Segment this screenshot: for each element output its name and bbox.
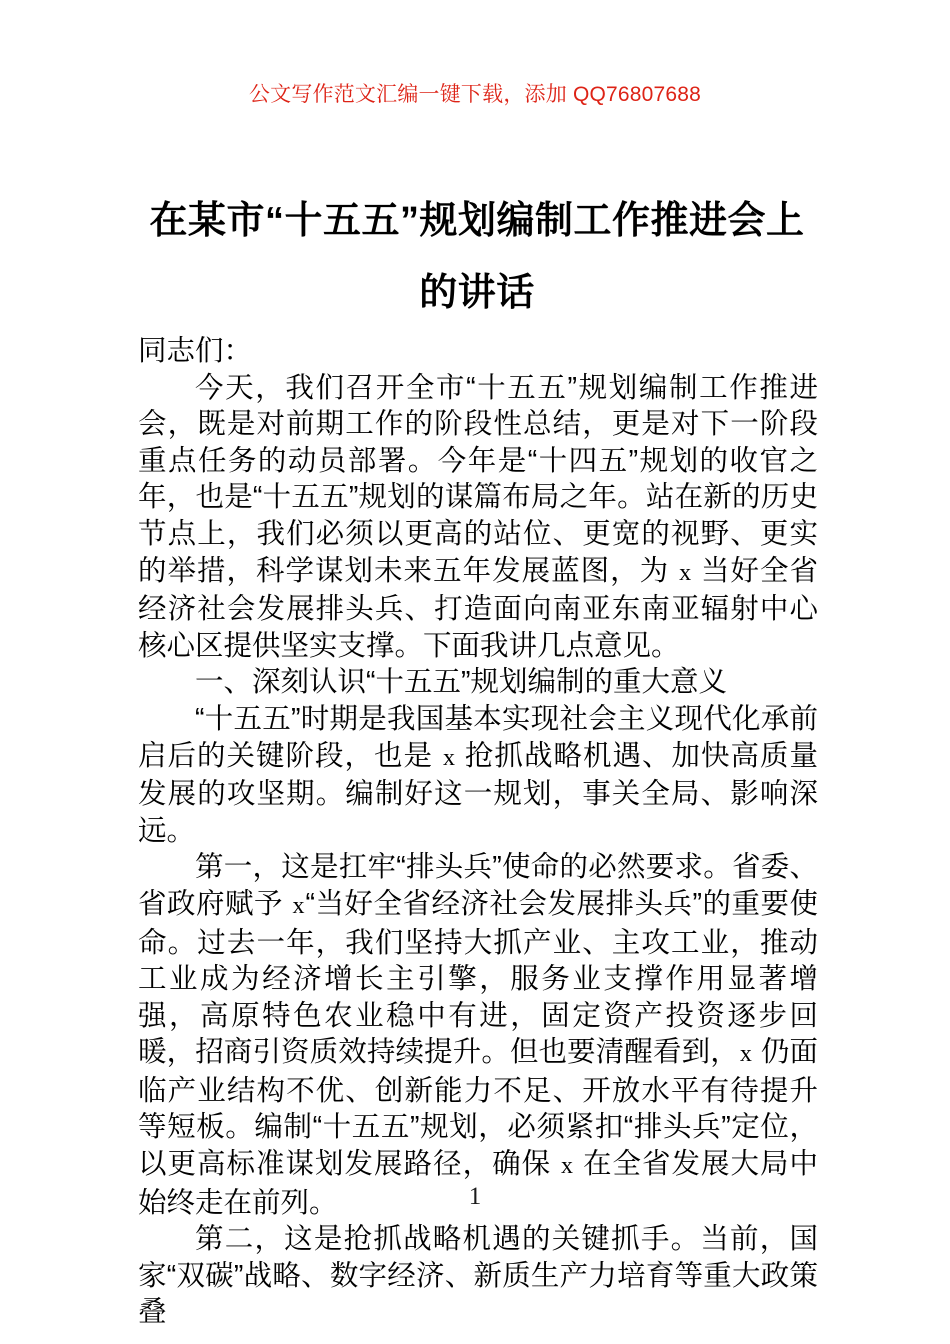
paragraph-salutation: 同志们：: [138, 335, 253, 367]
page-number: 1: [468, 1183, 482, 1210]
paragraph-opening: 今天，我们召开全市“十五五”规划编制工作推进会，既是对前期工作的阶段性总结，更是对下一阶段重点任务的动员部署。今年是“十四五”规划的收官之年，也是“十五五”规划的谋篇布局之年。站在新的历史节点上，我们必须以更高的站位、更宽的视野、更实的举措，科学谋划未来五年发展蓝图，为 x 当好全省经济社会发展排头兵、打造面向南亚东南亚辐射中心核心区提供坚实支撑。下面我讲几点意见。: [138, 371, 819, 662]
promo-header-banner: 公文写作范文汇编一键下载，添加 QQ76807688: [248, 83, 702, 106]
section-heading-1: 一、深刻认识“十五五”规划编制的重大意义: [195, 666, 727, 699]
paragraph-point-1: 第一，这是扛牢“排头兵”使命的必然要求。省委、省政府赋予 x“当好全省经济社会发展排头兵”的重要使命。过去一年，我们坚持大抓产业、主攻工业，推动工业成为经济增长主引擎，服务业支撑作用显著增强，高原特色农业稳中有进，固定资产投资逐步回暖，招商引资质效持续提升。但也要清醒看到，x 仍面临产业结构不优、创新能力不足、开放水平有待提升等短板。编制“十五五”规划，必须紧扣“排头兵”定位，以更高标准谋划发展路径，确保 x 在全省发展大局中始终走在前列。: [138, 851, 819, 1219]
paragraph-section-1-intro: “十五五”时期是我国基本实现社会主义现代化承前启后的关键阶段，也是 x 抢抓战略机遇、加快高质量发展的攻坚期。编制好这一规划，事关全局、影响深远。: [138, 702, 819, 847]
page-title: 在某市“十五五”规划编制工作推进会上的讲话: [149, 200, 805, 315]
paragraph-point-2: 第二，这是抢抓战略机遇的关键抓手。当前，国家“双碳”战略、数字经济、新质生产力培育等重大政策叠: [138, 1223, 818, 1329]
